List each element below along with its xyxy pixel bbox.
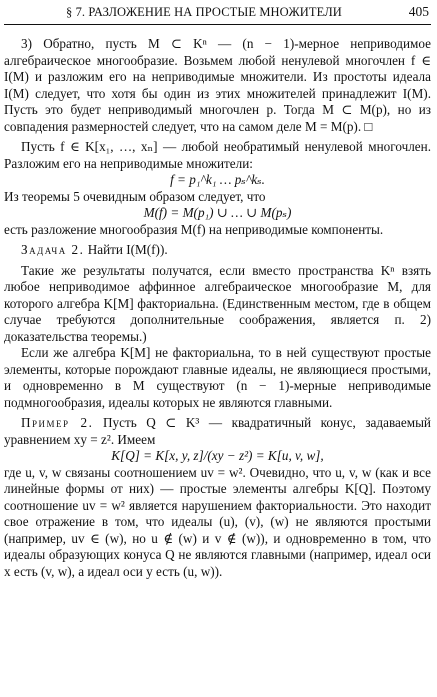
task-2 — [4, 242, 431, 259]
running-title: § 7. РАЗЛОЖЕНИЕ НА ПРОСТЫЕ МНОЖИТЕЛИ — [66, 5, 342, 19]
equation-decomposition: M(f) = M(p₁) ∪ … ∪ M(pₛ) — [143, 205, 292, 220]
page-body — [4, 36, 431, 580]
equation-factorization: f = p₁^k₁ … pₛ^kₛ. — [170, 172, 265, 187]
page-header — [4, 2, 431, 25]
paragraph-cone-analysis: где u, v, w связаны соотношением uv = w². Очевидно, что u, v, w (как и все линейные формы от них) — простые элементы алгебры K[Q]. Поэтому соотношение uv = w² является нарушением факториальности. Это находит свое отражение в том, что идеалы (u), (v), (w) не являются простыми (например, uv ∈ (w), но u ∉ (w) и v ∉ (w)), и одновременно в том, что идеалы образующих конуса Q не являются главными (например, идеал оси x есть (v, w), а идеал оси y есть (u, w)). — [4, 464, 431, 579]
paragraph-generalization: Такие же результаты получатся, если вместо пространства Kⁿ взять любое неприводимое аффинное алгебраическое многообразие M, для которого алгебра K[M] факториальна. (Единственным местом, где в общем случае требуются дополнительные соображения, является п. 2) доказательства теоремы.) — [4, 262, 431, 344]
task-text: Найти I(M(f)). — [87, 242, 168, 257]
example-2 — [4, 415, 431, 448]
paragraph-theorem-ref: Из теоремы 5 очевидным образом следует, что — [4, 188, 266, 204]
paragraph-components: есть разложение многообразия M(f) на неприводимые компоненты. — [4, 221, 384, 237]
paragraph-non-factorial: Если же алгебра K[M] не факториальна, то в ней существуют простые элементы, которые порождают главные идеалы, не являющиеся простыми, и одновременно в M существуют (n − 1)-мерные неприводимые подмногообразия, идеалы которых не являются главными. — [4, 345, 431, 410]
task-label: Задача 2. — [21, 242, 85, 257]
equation-cone-algebra: K[Q] = K[x, y, z]/(xy − z²) = K[u, v, w], — [111, 448, 324, 463]
book-page — [4, 0, 431, 697]
paragraph-factorization: Пусть f ∈ K[x₁, …, xₙ] — любой необратимый ненулевой многочлен. Разложим его на неприводимые множители: — [4, 139, 431, 171]
example-text: Пусть Q ⊂ K³ — квадратичный конус, задаваемый уравнением xy = z². Имеем — [4, 415, 431, 447]
example-label: Пример 2. — [21, 415, 94, 430]
page-number: 405 — [408, 4, 429, 19]
proof-paragraph: 3) Обратно, пусть M ⊂ Kⁿ — (n − 1)-мерное неприводимое алгебраическое многообразие. Возьмем любой ненулевой многочлен f ∈ I(M) и разложим его на неприводимые множители. Из простоты идеала I(M) следует, что хотя бы один из этих множителей принадлежит I(M). Пусть это будет неприводимый многочлен p. Тогда M ⊂ M(p), но из совпадения размерностей следует, что на самом деле M = M(p). □ — [4, 36, 431, 134]
